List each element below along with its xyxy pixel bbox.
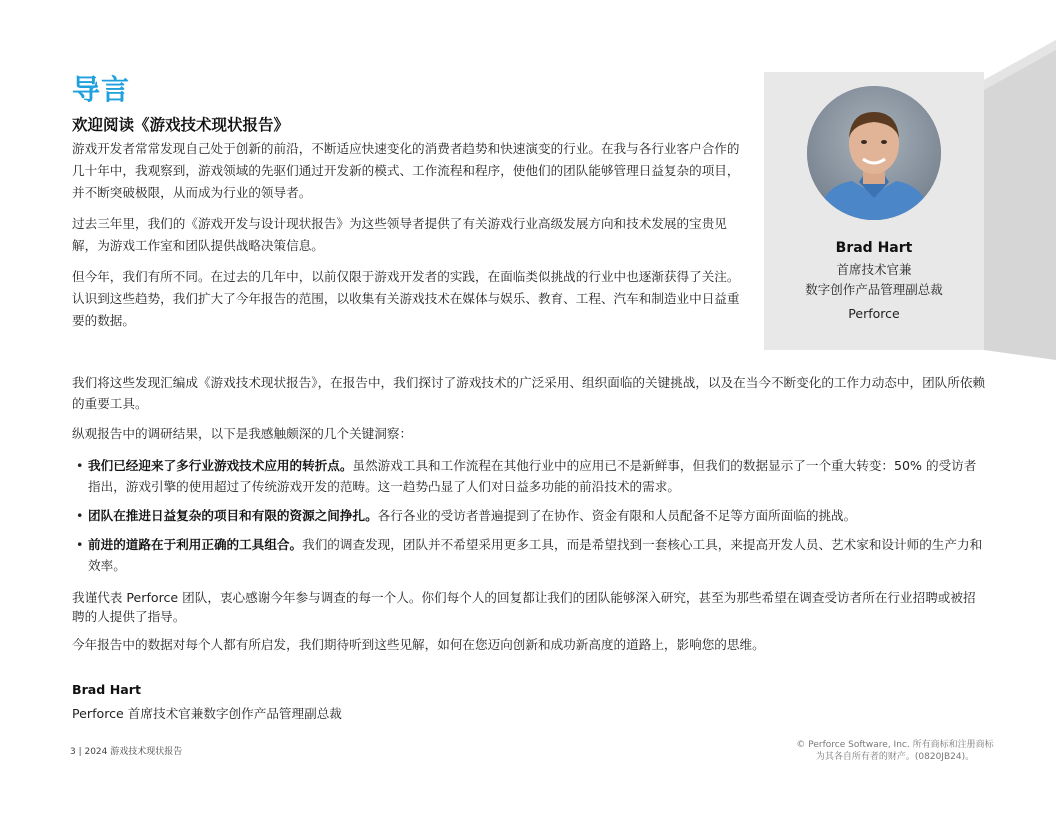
decorative-panel	[984, 40, 1056, 364]
closing-section	[72, 588, 988, 663]
list-item	[76, 534, 988, 576]
insight-text: 我们的调查发现，团队并不希望采用更多工具，而是希望找到一套核心工具，来提高开发人员、艺术家和设计师的生产力和效率。	[88, 537, 983, 573]
section-heading: 欢迎阅读《游戏技术现状报告》	[72, 116, 290, 134]
intro-section	[72, 138, 740, 341]
insight-text: 各行各业的受访者普遍提到了在协作、资金有限和人员配备不足等方面所面临的挑战。	[377, 508, 857, 523]
intro-paragraph: 游戏开发者常常发现自己处于创新的前沿，不断适应快速变化的消费者趋势和快速演变的行业。在我与各行业客户合作的几十年中，我观察到，游戏领域的先驱们通过开发新的模式、工作流程和程序，使他们的团队能够管理日益复杂的项目，并不断突破极限，从而成为行业的领导者。	[72, 141, 740, 200]
insight-text: 虽然游戏工具和工作流程在其他行业中的应用已不是新鲜事，但我们的数据显示了一个重大转变：50% 的受访者指出，游戏引擎的使用超过了传统游戏开发的范畴。这一趋势凸显了人们对日益多功能的前沿技术的需求。	[88, 458, 977, 494]
body-paragraph: 我们将这些发现汇编成《游戏技术现状报告》，在报告中，我们探讨了游戏技术的广泛采用、组织面临的关键挑战，以及在当今不断变化的工作力动态中，团队所依赖的重要工具。	[72, 375, 986, 411]
bullet-icon: •	[76, 508, 84, 523]
profile-name: Brad Hart	[835, 240, 913, 256]
insight-headline: 前进的道路在于利用正确的工具组合。	[88, 537, 303, 552]
author-profile-card	[764, 72, 984, 350]
intro-paragraph: 过去三年里，我们的《游戏开发与设计现状报告》为这些领导者提供了有关游戏行业高级发展方向和技术发展的宝贵见解，为游戏工作室和团队提供战略决策信息。	[72, 216, 727, 253]
body-section	[72, 372, 988, 453]
profile-company: Perforce	[848, 306, 900, 321]
page-title: 导言	[72, 73, 131, 106]
list-item	[76, 455, 988, 497]
bullet-icon: •	[76, 537, 84, 552]
signature-title: Perforce 首席技术官兼数字创作产品管理副总裁	[72, 706, 342, 721]
copyright-notice	[780, 739, 1010, 763]
closing-paragraph: 我谨代表 Perforce 团队，衷心感谢今年参与调查的每一个人。你们每个人的回复都让我们的团队能够深入研究，甚至为那些希望在调查受访者所在行业招聘或被招聘的人提供了指导。	[72, 590, 976, 624]
profile-role: 数字创作产品管理副总裁	[805, 282, 943, 297]
insight-headline: 团队在推进日益复杂的项目和有限的资源之间挣扎。	[88, 508, 378, 523]
profile-role: 首席技术官兼	[836, 262, 912, 277]
copyright-line: © Perforce Software, Inc. 所有商标和注册商标	[796, 740, 994, 750]
bullet-icon: •	[76, 458, 84, 473]
key-insights-list	[76, 455, 988, 584]
intro-paragraph: 但今年，我们有所不同。在过去的几年中，以前仅限于游戏开发者的实践，在面临类似挑战的行业中也逐渐获得了关注。认识到这些趋势，我们扩大了今年报告的范围，以收集有关游戏技术在媒体与娱乐、教育、工程、汽车和制造业中日益重要的数据。	[72, 269, 740, 328]
signature-name: Brad Hart	[72, 682, 141, 697]
insight-headline: 我们已经迎来了多行业游戏技术应用的转折点。	[88, 458, 353, 473]
copyright-line: 为其各自所有者的财产。(0820JB24)。	[815, 752, 975, 762]
page-footer: 3 | 2024 游戏技术现状报告	[70, 747, 183, 757]
portrait-photo-icon	[807, 86, 941, 220]
closing-paragraph: 今年报告中的数据对每个人都有所启发，我们期待听到这些见解，如何在您迈向创新和成功新高度的道路上，影响您的思维。	[72, 637, 765, 652]
list-item	[76, 505, 988, 526]
body-paragraph: 纵观报告中的调研结果，以下是我感触颇深的几个关键洞察：	[72, 426, 413, 441]
